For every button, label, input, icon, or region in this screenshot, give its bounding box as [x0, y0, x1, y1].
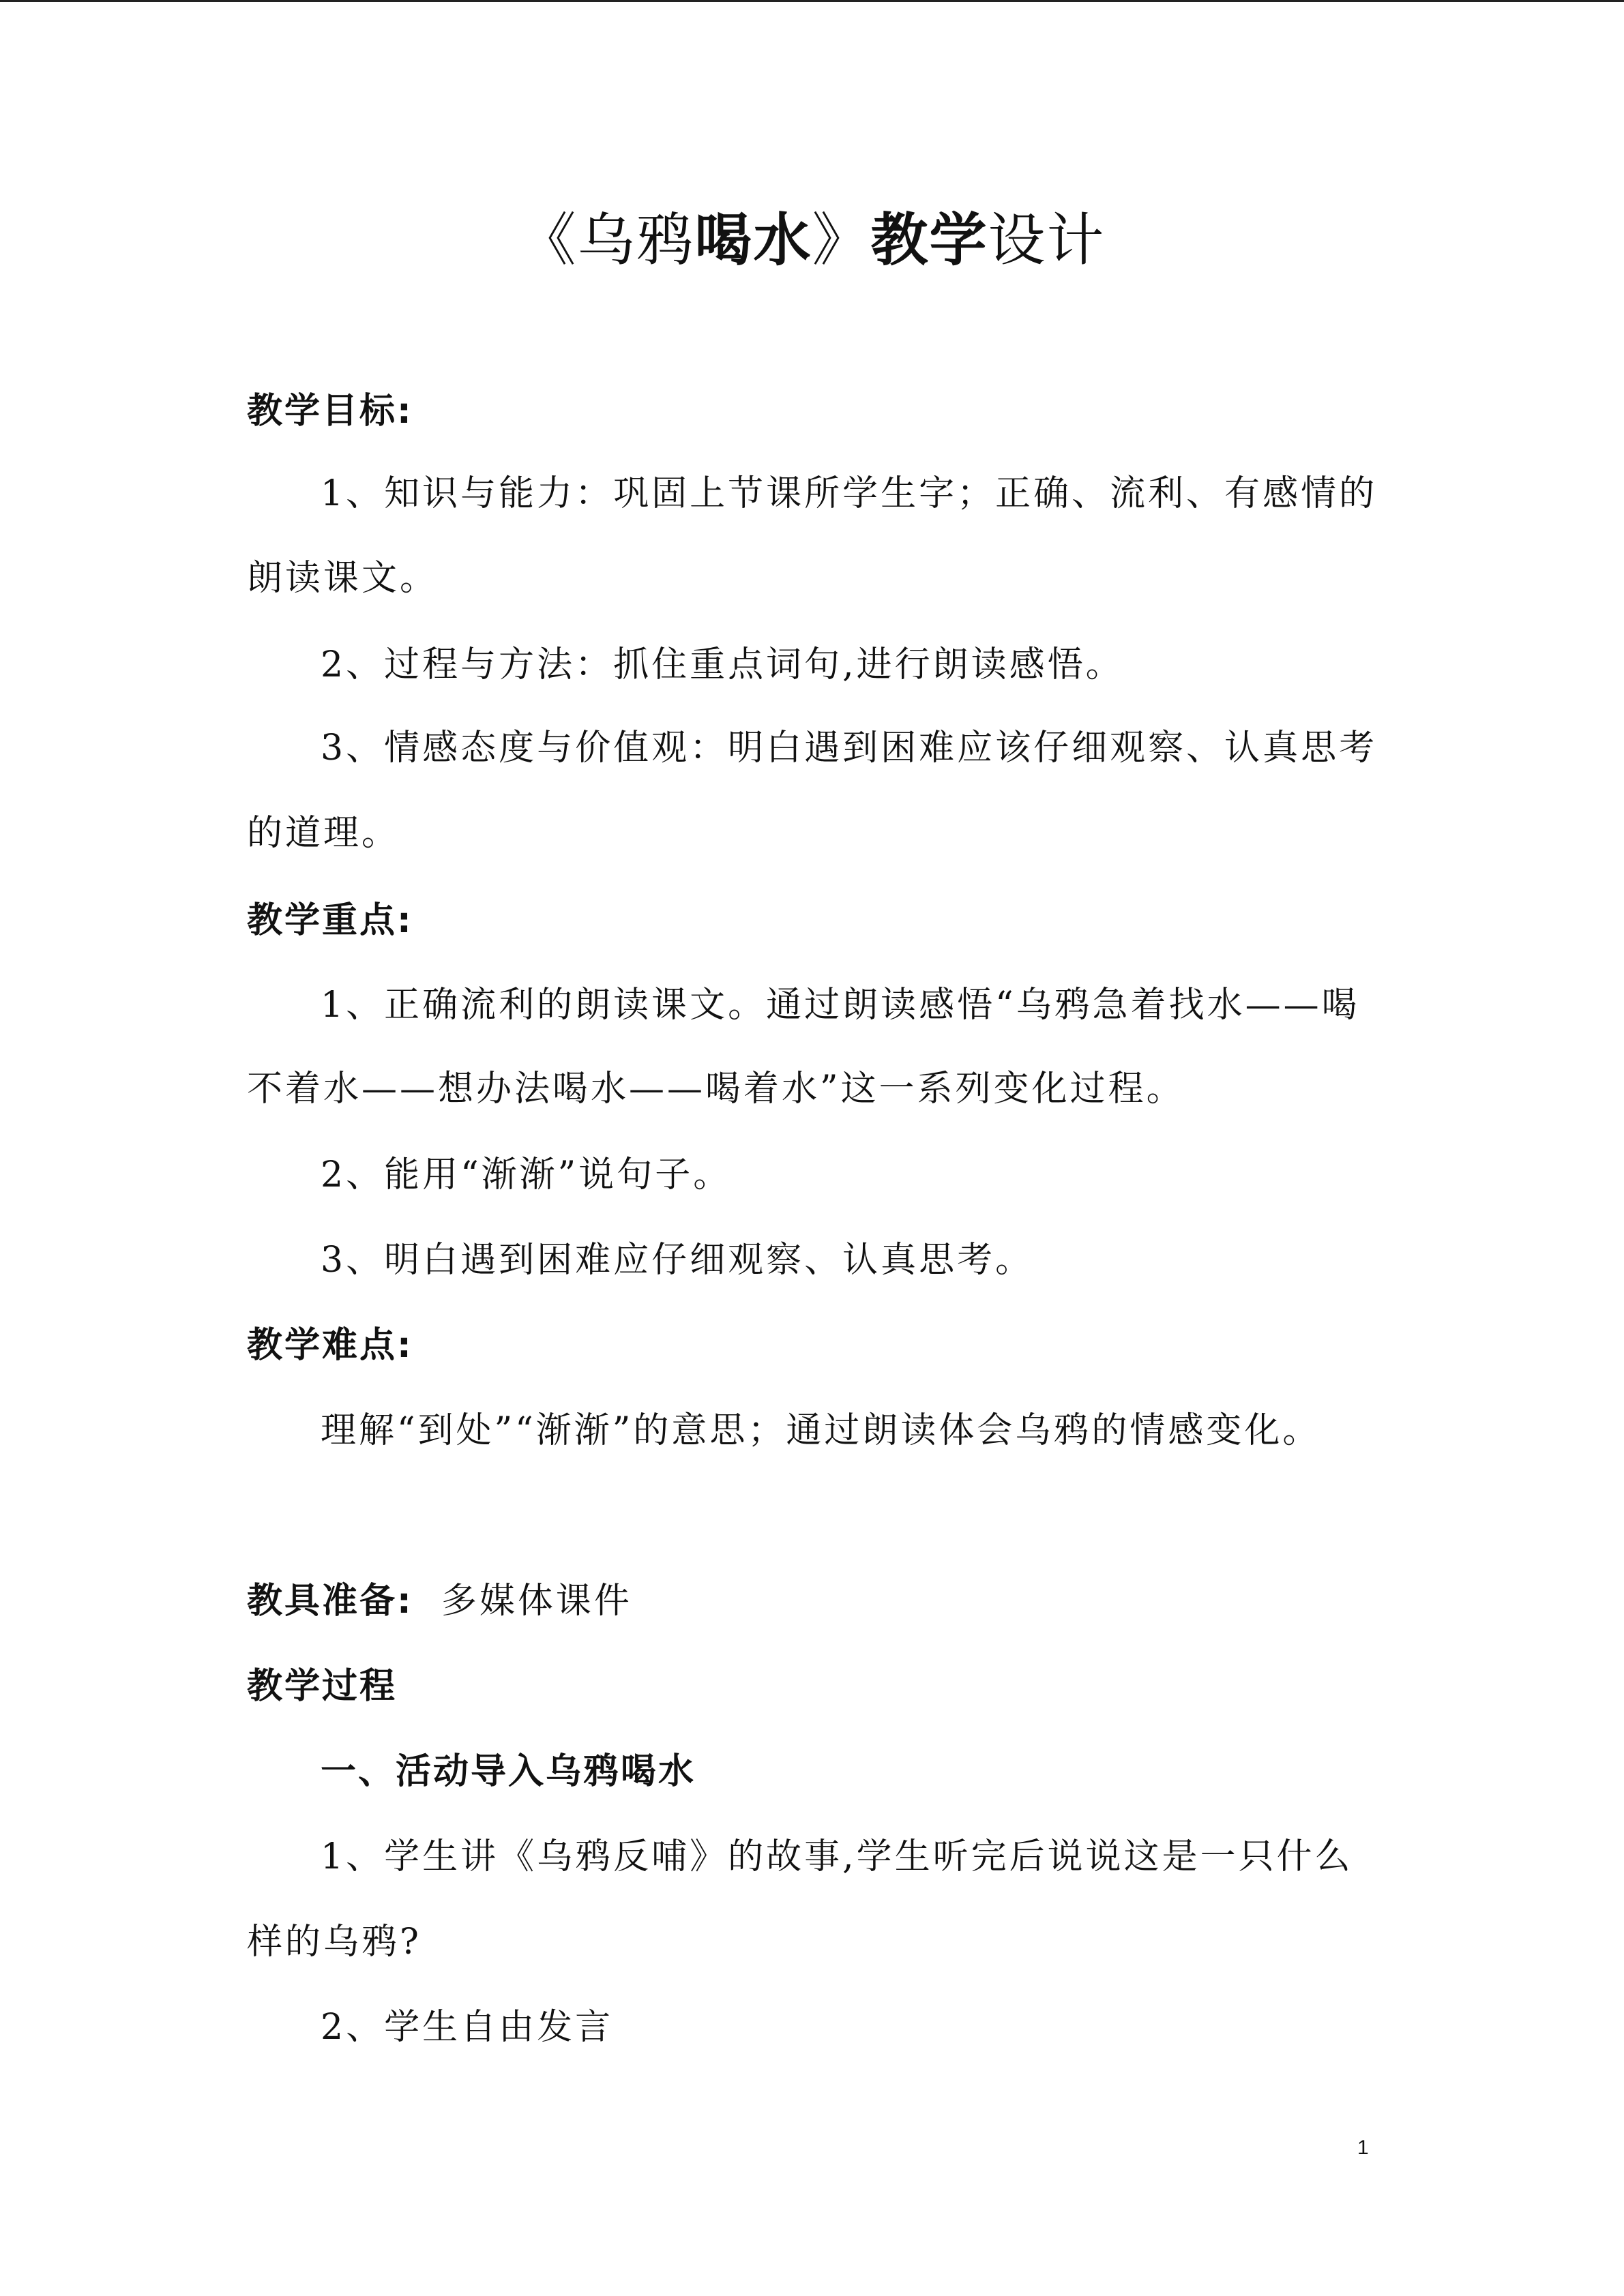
- title-part-4: 教学: [870, 207, 988, 273]
- difficulty-1: 理解“到处”“渐渐”的意思；通过朗读体会乌鸦的情感变化。: [321, 1410, 1321, 1451]
- tools-value: 多媒体课件: [441, 1581, 632, 1622]
- objective-3-line-1: 3、情感态度与价值观：明白遇到困难应该仔细观察、认真思考: [321, 728, 1378, 769]
- tools-line: [247, 1574, 632, 1628]
- title-part-3: 》: [812, 207, 871, 273]
- section-1-heading: 一、活动导入乌鸦喝水: [321, 1751, 696, 1792]
- keypoint-3: 3、明白遇到困难应仔细观察、认真思考。: [321, 1240, 1034, 1281]
- objective-1-line-2: 朗读课文。: [247, 558, 439, 599]
- keypoint-1-line-1: 1、正确流利的朗读课文。通过朗读感悟“乌鸦急着找水——喝: [321, 985, 1360, 1026]
- title-part-1: 《乌鸦: [518, 207, 695, 273]
- keypoints-heading: 教学重点:: [247, 900, 413, 941]
- keypoint-1-line-2: 不着水——想办法喝水——喝着水”这一系列变化过程。: [247, 1069, 1185, 1109]
- objective-1-line-1: 1、知识与能力：巩固上节课所学生字；正确、流利、有感情的: [321, 473, 1378, 514]
- process-heading: 教学过程: [247, 1666, 398, 1707]
- step-1-line-1: 1、学生讲《乌鸦反哺》的故事,学生听完后说说这是一只什么: [321, 1836, 1353, 1877]
- objective-2: 2、过程与方法：抓住重点词句,进行朗读感悟。: [321, 644, 1124, 685]
- objectives-heading: 教学目标:: [247, 391, 413, 432]
- page-number: 1: [1357, 2136, 1369, 2159]
- page-title: [0, 199, 1624, 281]
- title-part-2: 喝水: [694, 207, 812, 273]
- tools-heading: 教具准备:: [247, 1581, 413, 1622]
- objective-3-line-2: 的道理。: [247, 813, 400, 854]
- step-2: 2、学生自由发言: [321, 2007, 614, 2048]
- title-part-5: 设计: [988, 207, 1106, 273]
- keypoint-2: 2、能用“渐渐”说句子。: [321, 1154, 732, 1195]
- difficulties-heading: 教学难点:: [247, 1325, 413, 1366]
- step-1-line-2: 样的乌鸦?: [247, 1922, 422, 1963]
- page-top-border: [0, 0, 1624, 2]
